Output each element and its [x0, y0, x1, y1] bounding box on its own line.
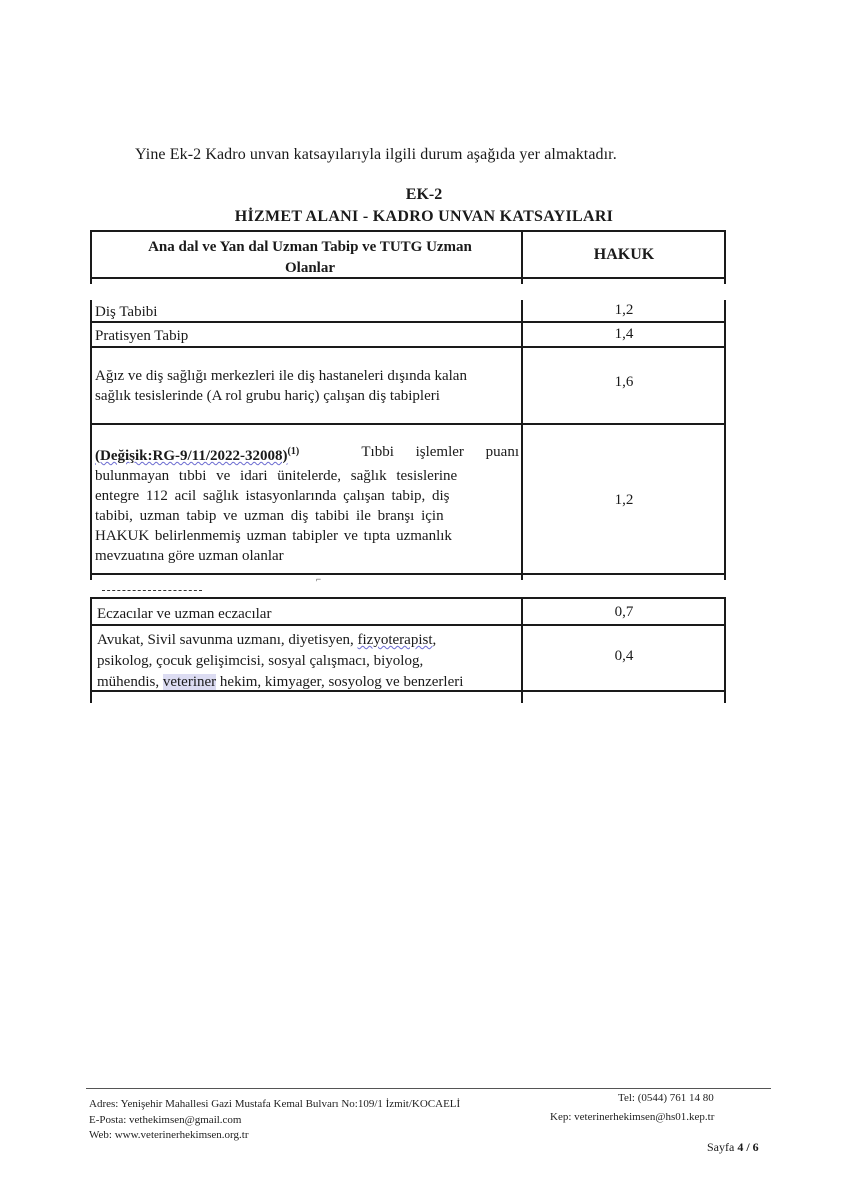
- coefficient-value: 1,6: [614, 374, 634, 390]
- footer-phone: Tel: (0544) 761 14 80: [618, 1092, 714, 1104]
- coefficient-value: 1,2: [614, 302, 634, 318]
- scan-artifact: ⌐: [316, 574, 323, 584]
- footnote-marker: (1): [287, 446, 300, 457]
- footer-email: E-Posta: vethekimsen@gmail.com: [89, 1114, 242, 1126]
- coefficient-value: 1,2: [614, 492, 634, 508]
- footer-web: Web: www.veterinerhekimsen.org.tr: [89, 1129, 249, 1141]
- amendment-reference: (Değişik:RG-9/11/2022-32008): [95, 448, 288, 464]
- page-number: Sayfa 4 / 6: [707, 1140, 759, 1154]
- annex-heading: EK-2: [405, 186, 443, 203]
- coefficient-value: 1,4: [614, 326, 634, 342]
- footer-address: Adres: Yenişehir Mahallesi Gazi Mustafa Kemal Bulvarı No:109/1 İzmit/KOCAELİ: [89, 1098, 461, 1110]
- coefficient-value: 0,4: [614, 648, 634, 664]
- scan-artifact-line: [102, 590, 202, 592]
- intro-text: Yine Ek-2 Kadro unvan katsayılarıyla ilgili durum aşağıda yer almaktadır.: [135, 146, 617, 163]
- coefficient-value: 0,7: [614, 604, 634, 620]
- annex-title: HİZMET ALANI - KADRO UNVAN KATSAYILARI: [234, 208, 614, 225]
- footer-divider: [86, 1088, 771, 1089]
- column-header-title: Ana dal ve Yan dal Uzman Tabip ve TUTG Uzman Olanlar: [148, 239, 472, 276]
- footer-kep: Kep: veterinerhekimsen@hs01.kep.tr: [550, 1111, 715, 1123]
- highlighted-term: veteriner: [162, 674, 217, 690]
- underlined-term: fizyoterapist: [357, 632, 433, 648]
- column-header-hakuk: HAKUK: [593, 246, 655, 263]
